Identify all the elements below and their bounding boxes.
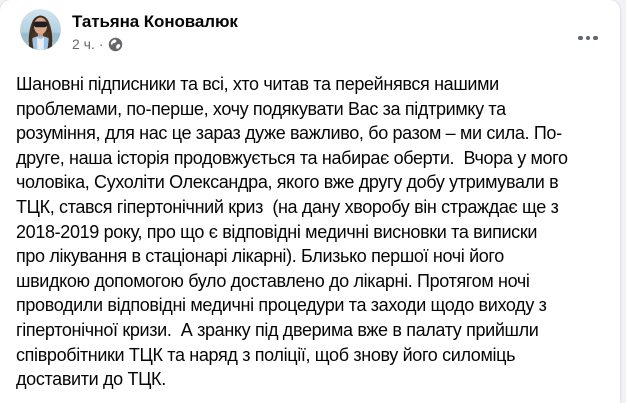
- post-text-line: розуміння, для нас це зараз дуже важливо, бо разом – ми сила. По-: [16, 123, 562, 144]
- globe-icon: [108, 37, 123, 52]
- post-text-line: проводили відповідні медичні процедури та заходи щодо виходу з: [16, 295, 547, 316]
- post-text-line: про лікування в стаціонарі лікарні). Близько першої ночі його: [16, 246, 504, 267]
- avatar[interactable]: [20, 9, 61, 50]
- post-text-line: чоловіка, Сухоліти Олександра, якого вже другу добу утримували в: [16, 172, 559, 193]
- meta-separator: ·: [98, 36, 104, 52]
- post-text-line: співробітники ТЦК та наряд з поліції, щоб знову його силоміць: [16, 344, 516, 365]
- post-text-line: ТЦК, стався гіпертонічний криз (на дану хворобу він страждає ще з: [16, 196, 559, 217]
- ellipsis-icon: [578, 36, 583, 41]
- post-meta: [72, 36, 123, 52]
- post-options-button[interactable]: [572, 24, 604, 52]
- avatar-image: [20, 9, 61, 50]
- post-text-line: Шановні підписники та всі, хто читав та перейнявся нашими: [16, 74, 499, 94]
- post-text-line: 2018-2019 року, про що є відповідні медичні висновки та виписки: [16, 221, 538, 242]
- post-text-line: проблемами, по-перше, хочу подякувати Вас за підтримку та: [16, 98, 506, 119]
- post-text-line: гіпертонічної кризи. А зранку під дверима вже в палату прийшли: [16, 319, 539, 340]
- ellipsis-icon: [593, 36, 598, 41]
- post-text-line: швидкою допомогою було доставлено до лікарні. Протягом ночі: [16, 270, 530, 291]
- post-text: [16, 72, 616, 392]
- post-text-line: доставити до ТЦК.: [16, 369, 166, 390]
- post-text-line: друге, наша історія продовжується та набирає оберти. Вчора у мого: [16, 147, 568, 168]
- author-name[interactable]: Татьяна Коновалюк: [72, 12, 238, 31]
- ellipsis-icon: [586, 36, 591, 41]
- timestamp[interactable]: 2 ч.: [72, 36, 95, 52]
